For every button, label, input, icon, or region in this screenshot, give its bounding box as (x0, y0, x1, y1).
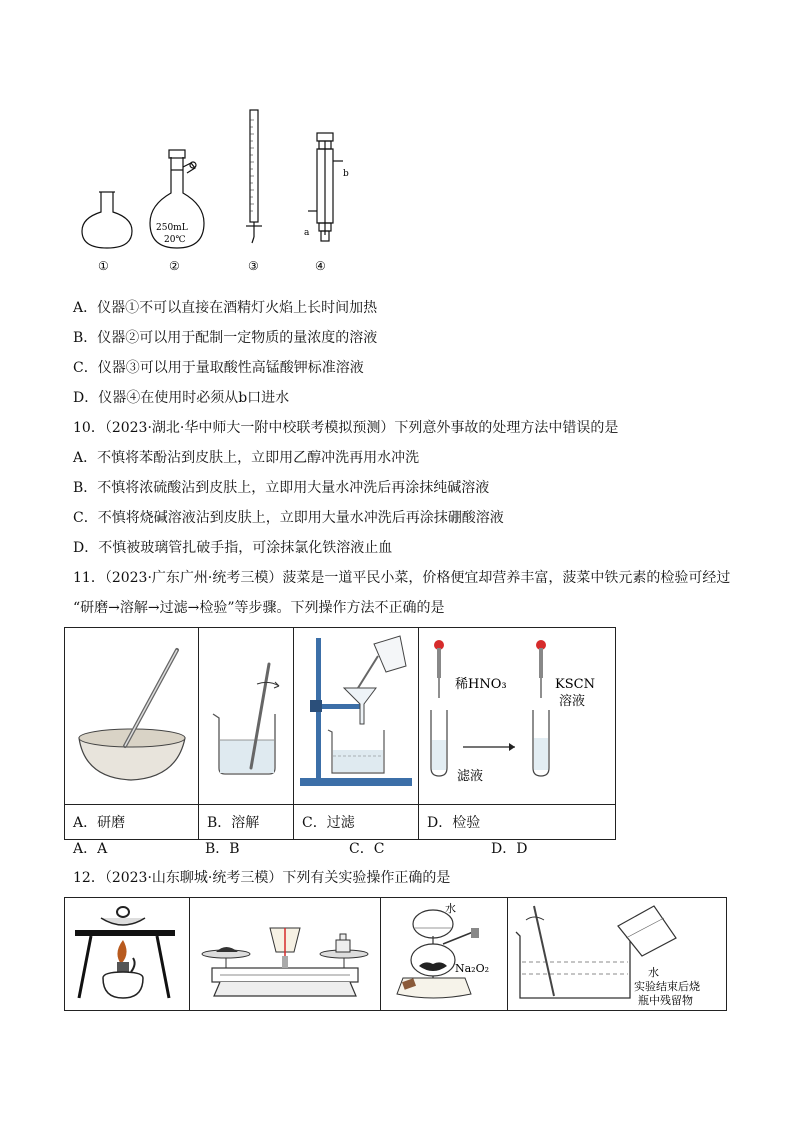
apparatus-label-1: ① (98, 259, 109, 273)
burette-scale (250, 120, 254, 211)
q9-option-d: D．仪器④在使用时必须从b口进水 (73, 390, 290, 406)
q10-stem: 10．（2023·湖北·华中师大一附中校联考模拟预测）下列意外事故的处理方法中错误的是 (73, 420, 619, 436)
apparatus-label-3: ③ (248, 259, 259, 273)
port-b-label: b (343, 169, 349, 179)
q9-option-a: A．仪器①不可以直接在酒精灯火焰上长时间加热 (73, 300, 378, 316)
waste-disposal-beaker-icon (508, 898, 726, 1006)
dilute-nitric-acid-label: 稀HNO₃ (455, 677, 507, 692)
q11-option-a: A．A (73, 841, 108, 857)
q10-option-c: C．不慎将烧碱溶液沾到皮肤上，立即用大量水冲洗后再涂抹硼酸溶液 (73, 510, 504, 526)
water-stream-label: 水 (648, 966, 659, 979)
caption-grinding: A．研磨 (65, 805, 199, 840)
apparatus-label-4: ④ (315, 259, 326, 273)
residue-label-line1: 实验结束后烧 (634, 980, 700, 993)
q11-option-d: D．D (491, 841, 528, 857)
q11-operation-table (64, 627, 616, 840)
kipp-apparatus-icon (381, 898, 507, 1006)
kscn-solution-label: 溶液 (559, 694, 586, 709)
water-label: 水 (445, 902, 456, 915)
port-a-label: a (304, 228, 310, 238)
burette-icon (246, 110, 262, 243)
q9-apparatus-figure (70, 105, 370, 275)
q10-option-b: B．不慎将浓硫酸沾到皮肤上，立即用大量水冲洗后再涂抹纯碱溶液 (73, 480, 490, 496)
sodium-peroxide-label: Na₂O₂ (455, 962, 490, 975)
caption-testing: D．检验 (419, 805, 616, 840)
kscn-label: KSCN (555, 677, 595, 692)
caption-filtering: C．过滤 (294, 805, 419, 840)
q12-stem: 12．（2023·山东聊城·统考三模）下列有关实验操作正确的是 (73, 870, 451, 886)
grinding-mortar-icon (65, 628, 198, 800)
caption-dissolving: B．溶解 (199, 805, 294, 840)
condenser-icon (308, 133, 343, 241)
balance-scale-icon (190, 898, 380, 1006)
q9-option-b: B．仪器②可以用于配制一定物质的量浓度的溶液 (73, 330, 378, 346)
q9-option-c: C．仪器③可以用于量取酸性高锰酸钾标准溶液 (73, 360, 364, 376)
apparatus-label-2: ② (169, 259, 180, 273)
q10-option-d: D．不慎被玻璃管扎破手指，可涂抹氯化铁溶液止血 (73, 540, 393, 556)
flask-temp-label: 20℃ (164, 235, 186, 245)
q11-stem-line2: “研磨→溶解→过滤→检验”等步骤。下列操作方法不正确的是 (73, 600, 445, 616)
filtration-setup-icon (294, 628, 418, 800)
q10-option-a: A．不慎将苯酚沾到皮肤上，立即用乙醇冲洗再用水冲洗 (73, 450, 420, 466)
dissolving-beaker-icon (199, 628, 293, 800)
q11-option-c: C．C (349, 841, 385, 857)
filtrate-label: 滤液 (457, 769, 484, 784)
q11-stem-line1: 11．（2023·广东广州·统考三模）菠菜是一道平民小菜，价格便宜却营养丰富，菠菜中铁元素的检验可经过 (73, 570, 731, 586)
q12-operation-table (64, 897, 727, 1011)
round-bottom-flask-icon (82, 192, 132, 248)
evaporation-tripod-icon (65, 898, 189, 1006)
residue-label-line2: 瓶中残留物 (638, 994, 693, 1006)
volumetric-flask-icon (150, 150, 204, 248)
flask-volume-label: 250mL (156, 223, 188, 233)
q11-option-b: B．B (205, 841, 240, 857)
iron-test-setup-icon (419, 628, 615, 800)
